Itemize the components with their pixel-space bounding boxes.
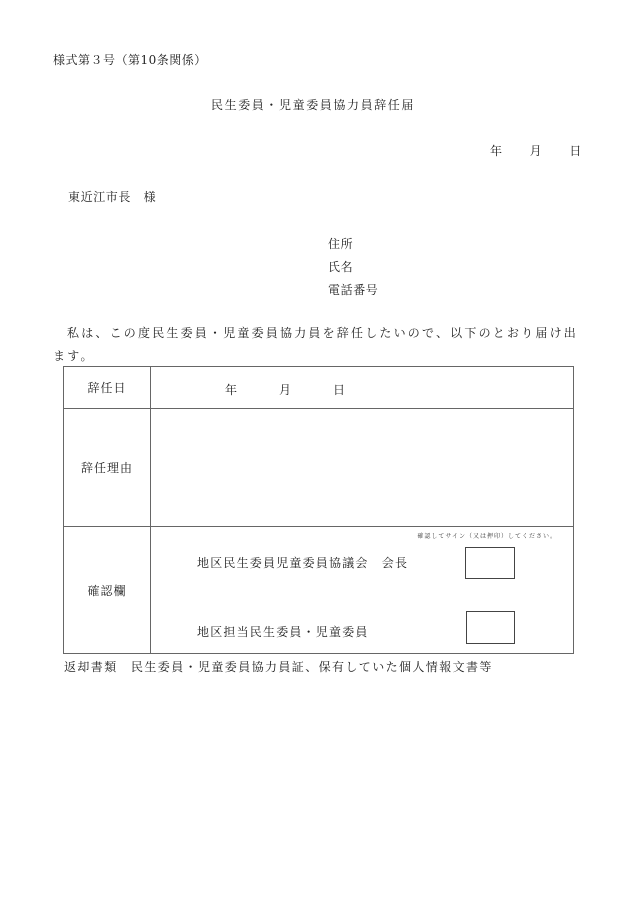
resignation-month-label: 月 [279,383,292,397]
resignation-day-label: 日 [333,383,346,397]
district-commissioner-stamp-box[interactable] [466,611,515,644]
submission-date [490,142,581,159]
resignation-reason-label: 辞任理由 [64,409,151,527]
sign-instruction-note: 確認してサイン（又は押印）してください。 [417,533,557,540]
document-title: 民生委員・児童委員協力員辞任届 [211,98,416,112]
council-chair-label: 地区民生委員児童委員協議会 会長 [197,556,409,570]
resignation-date-label: 辞任日 [64,367,151,409]
district-commissioner-label: 地区担当民生委員・児童委員 [197,625,369,639]
resignation-reason-field[interactable] [151,409,574,527]
resignation-year-label: 年 [225,383,238,397]
confirmation-field [151,527,574,654]
table-row-resignation-date [64,367,574,409]
date-day-label: 日 [569,144,582,158]
addressee: 東近江市長 様 [68,190,157,204]
resignation-form-table [63,366,574,654]
date-year-label: 年 [490,144,503,158]
table-row-confirmation [64,527,574,654]
confirmation-label: 確認欄 [64,527,151,654]
declaration-text: 私は、この度民生委員・児童委員協力員を辞任したいので、以下のとおり届け出ます。 [53,326,578,363]
address-label: 住所 [328,237,354,251]
name-label: 氏名 [328,260,354,274]
resignation-date-field[interactable] [151,367,574,409]
council-chair-stamp-box[interactable] [465,547,515,579]
date-month-label: 月 [529,144,542,158]
applicant-fields [328,233,378,302]
table-row-resignation-reason [64,409,574,527]
phone-label: 電話番号 [328,283,379,297]
form-number: 様式第３号（第10条関係） [53,53,207,67]
returned-documents-note: 返却書類 民生委員・児童委員協力員証、保有していた個人情報文書等 [64,660,493,674]
